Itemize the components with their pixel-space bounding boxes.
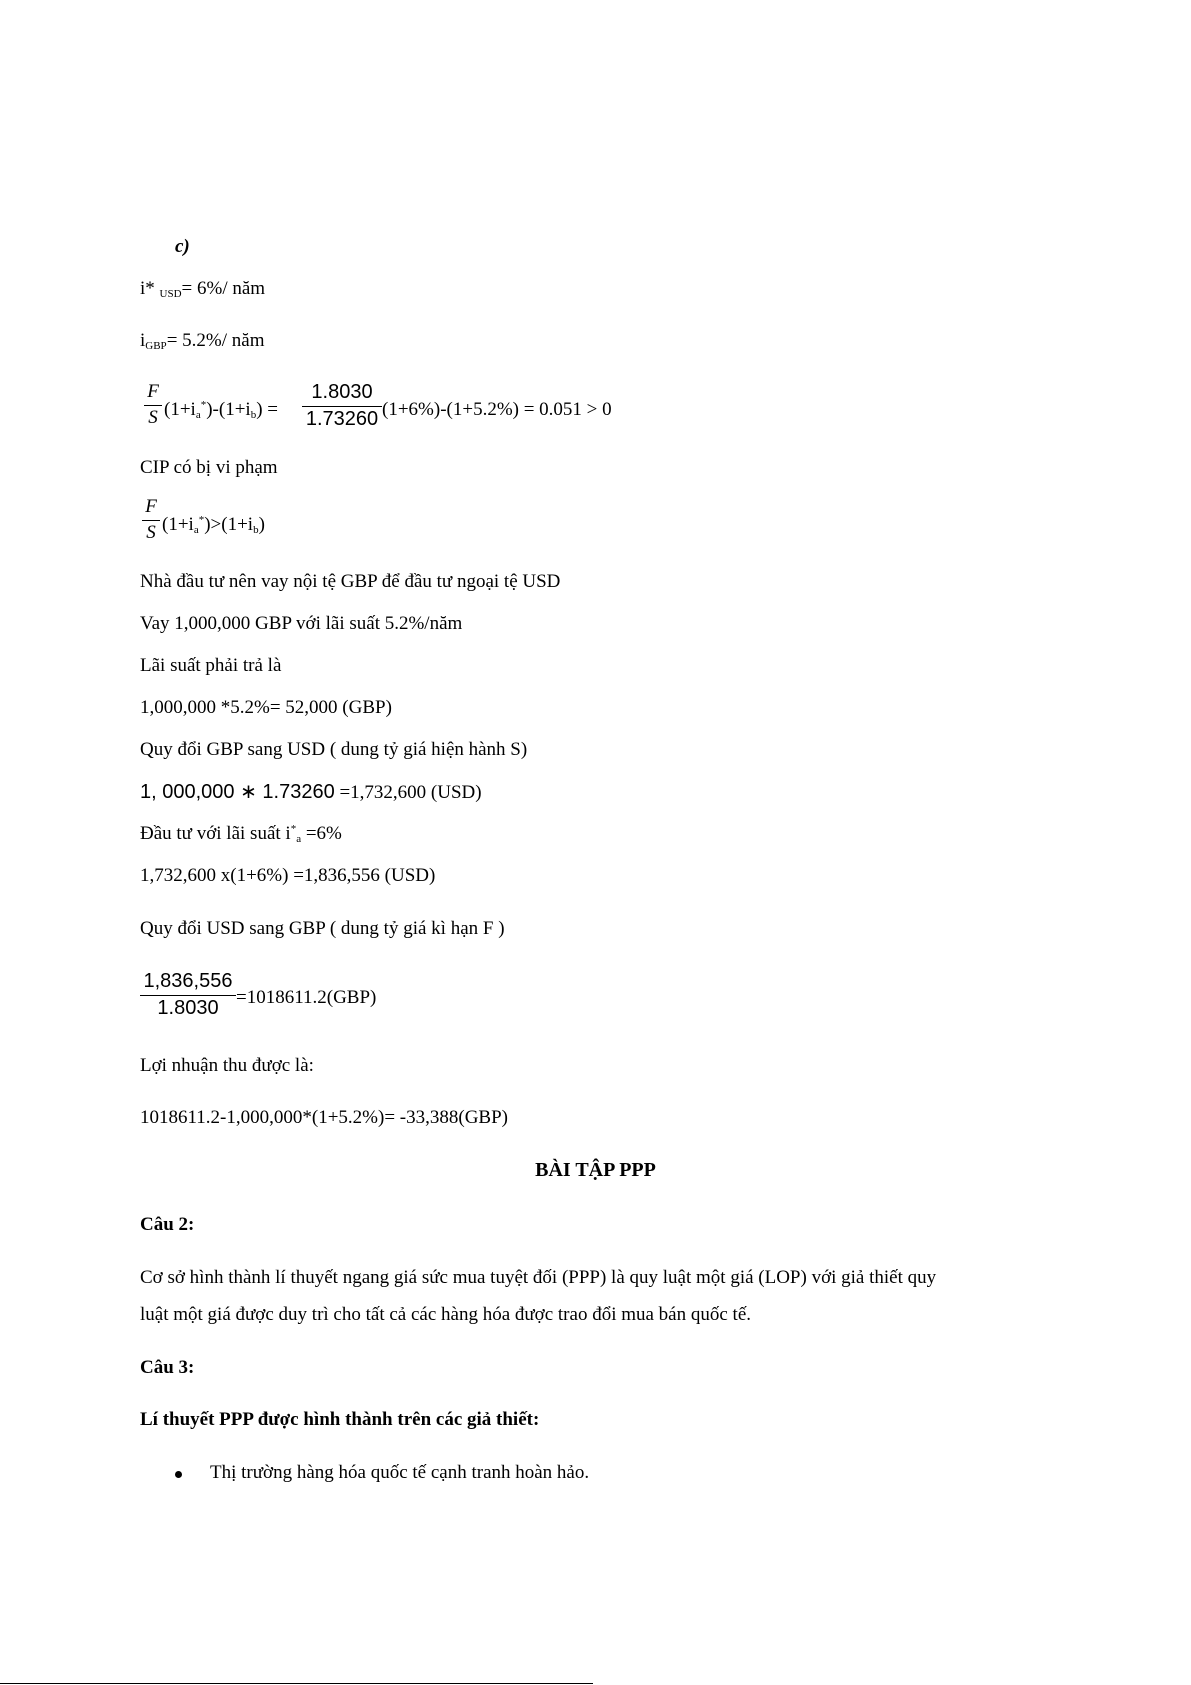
profit-calc: 1018611.2-1,000,000*(1+5.2%)= -33,388(GBP) <box>140 1107 508 1128</box>
convert-usd-gbp: Quy đổi USD sang GBP ( dung tỷ giá kì hạn F ) <box>140 918 505 939</box>
formula1-tail: (1+6%)-(1+5.2%) = 0.051 > 0 <box>382 399 612 420</box>
convert-calc <box>140 782 482 802</box>
formula-sup: * <box>198 514 205 526</box>
borrow-line: Vay 1,000,000 GBP với lãi suất 5.2%/năm <box>140 613 463 634</box>
q3-bullet-item: Thị trường hàng hóa quốc tế cạnh tranh hoàn hảo. <box>210 1462 590 1483</box>
invest-rate-line <box>140 824 342 845</box>
formula-sup: * <box>200 399 207 411</box>
formula3-result: =1018611.2(GBP) <box>236 987 377 1008</box>
convert-gbp-usd: Quy đổi GBP sang USD ( dung tỷ giá hiện hành S) <box>140 739 528 760</box>
invest-rate-text: Đầu tư với lãi suất i <box>140 823 291 844</box>
formula-text: )-(1+i <box>206 399 251 420</box>
usd-rate-sub: USD <box>159 288 182 300</box>
fraction-denominator: 1.73260 <box>305 408 379 430</box>
formula1-middle <box>164 400 278 421</box>
profit-label: Lợi nhuận thu được là: <box>140 1055 314 1076</box>
fraction-denominator: S <box>148 407 158 428</box>
q3-label: Câu 3: <box>140 1357 195 1378</box>
gbp-rate-line <box>140 331 264 352</box>
fraction-numerator: F <box>147 381 159 402</box>
formula-sub: a <box>193 524 199 536</box>
convert-calc-expr: 1, 000,000 ∗ 1.73260 <box>140 781 335 803</box>
q3-heading: Lí thuyết PPP được hình thành trên các giả thiết: <box>140 1409 540 1430</box>
section-title: BÀI TẬP PPP <box>535 1159 656 1181</box>
usd-rate-line <box>140 279 265 300</box>
fraction-bar <box>142 520 160 521</box>
invest-rate-sub: a <box>296 833 302 845</box>
fraction-bar <box>144 405 162 406</box>
formula1-fs-fraction <box>144 381 162 429</box>
formula-text: ) <box>258 514 265 535</box>
part-label: c) <box>175 236 190 257</box>
fraction-denominator: 1.8030 <box>157 997 219 1019</box>
formula-sub: b <box>253 524 259 536</box>
formula2-body <box>162 515 265 536</box>
fraction-denominator: S <box>146 522 156 543</box>
fraction-numerator: 1,836,556 <box>143 970 233 992</box>
interest-label: Lãi suất phải trả là <box>140 655 282 676</box>
fraction-numerator: F <box>145 496 157 517</box>
formula-text: )>(1+i <box>204 514 254 535</box>
formula-sub: b <box>250 409 257 421</box>
formula3-fraction <box>140 970 236 1020</box>
fraction-bar <box>140 995 236 996</box>
formula2-fs-fraction <box>142 496 160 544</box>
formula1-rate-fraction <box>302 381 382 431</box>
q2-paragraph-line1: Cơ sở hình thành lí thuyết ngang giá sức mua tuyệt đối (PPP) là quy luật một giá (LOP) với giả thiết quy <box>140 1267 937 1288</box>
gbp-rate-symbol: i <box>140 330 146 351</box>
footnote-rule <box>0 1683 593 1684</box>
invest-rate-sup: * <box>290 823 297 835</box>
interest-calc: 1,000,000 *5.2%= 52,000 (GBP) <box>140 697 392 718</box>
fraction-numerator: 1.8030 <box>311 381 373 403</box>
convert-calc-result: =1,732,600 (USD) <box>334 782 482 803</box>
formula-text: (1+i <box>164 399 196 420</box>
q2-label: Câu 2: <box>140 1214 195 1235</box>
invest-rate-value: =6% <box>301 823 342 844</box>
q2-paragraph-line2: luật một giá được duy trì cho tất cả các hàng hóa được trao đổi mua bán quốc tế. <box>140 1304 752 1325</box>
gbp-rate-value: = 5.2%/ năm <box>166 330 265 351</box>
cip-text: CIP có bị vi phạm <box>140 457 278 478</box>
fraction-bar <box>302 406 382 407</box>
gbp-rate-sub: GBP <box>145 340 167 352</box>
formula-text: (1+i <box>162 514 194 535</box>
formula-text: ) = <box>256 399 278 420</box>
invest-calc: 1,732,600 x(1+6%) =1,836,556 (USD) <box>140 865 436 886</box>
invest-advice: Nhà đầu tư nên vay nội tệ GBP để đầu tư ngoại tệ USD <box>140 571 561 592</box>
formula-sub: a <box>195 409 201 421</box>
usd-rate-value: = 6%/ năm <box>181 278 266 299</box>
bullet-dot <box>175 1471 182 1478</box>
usd-rate-symbol: i* <box>140 278 155 299</box>
